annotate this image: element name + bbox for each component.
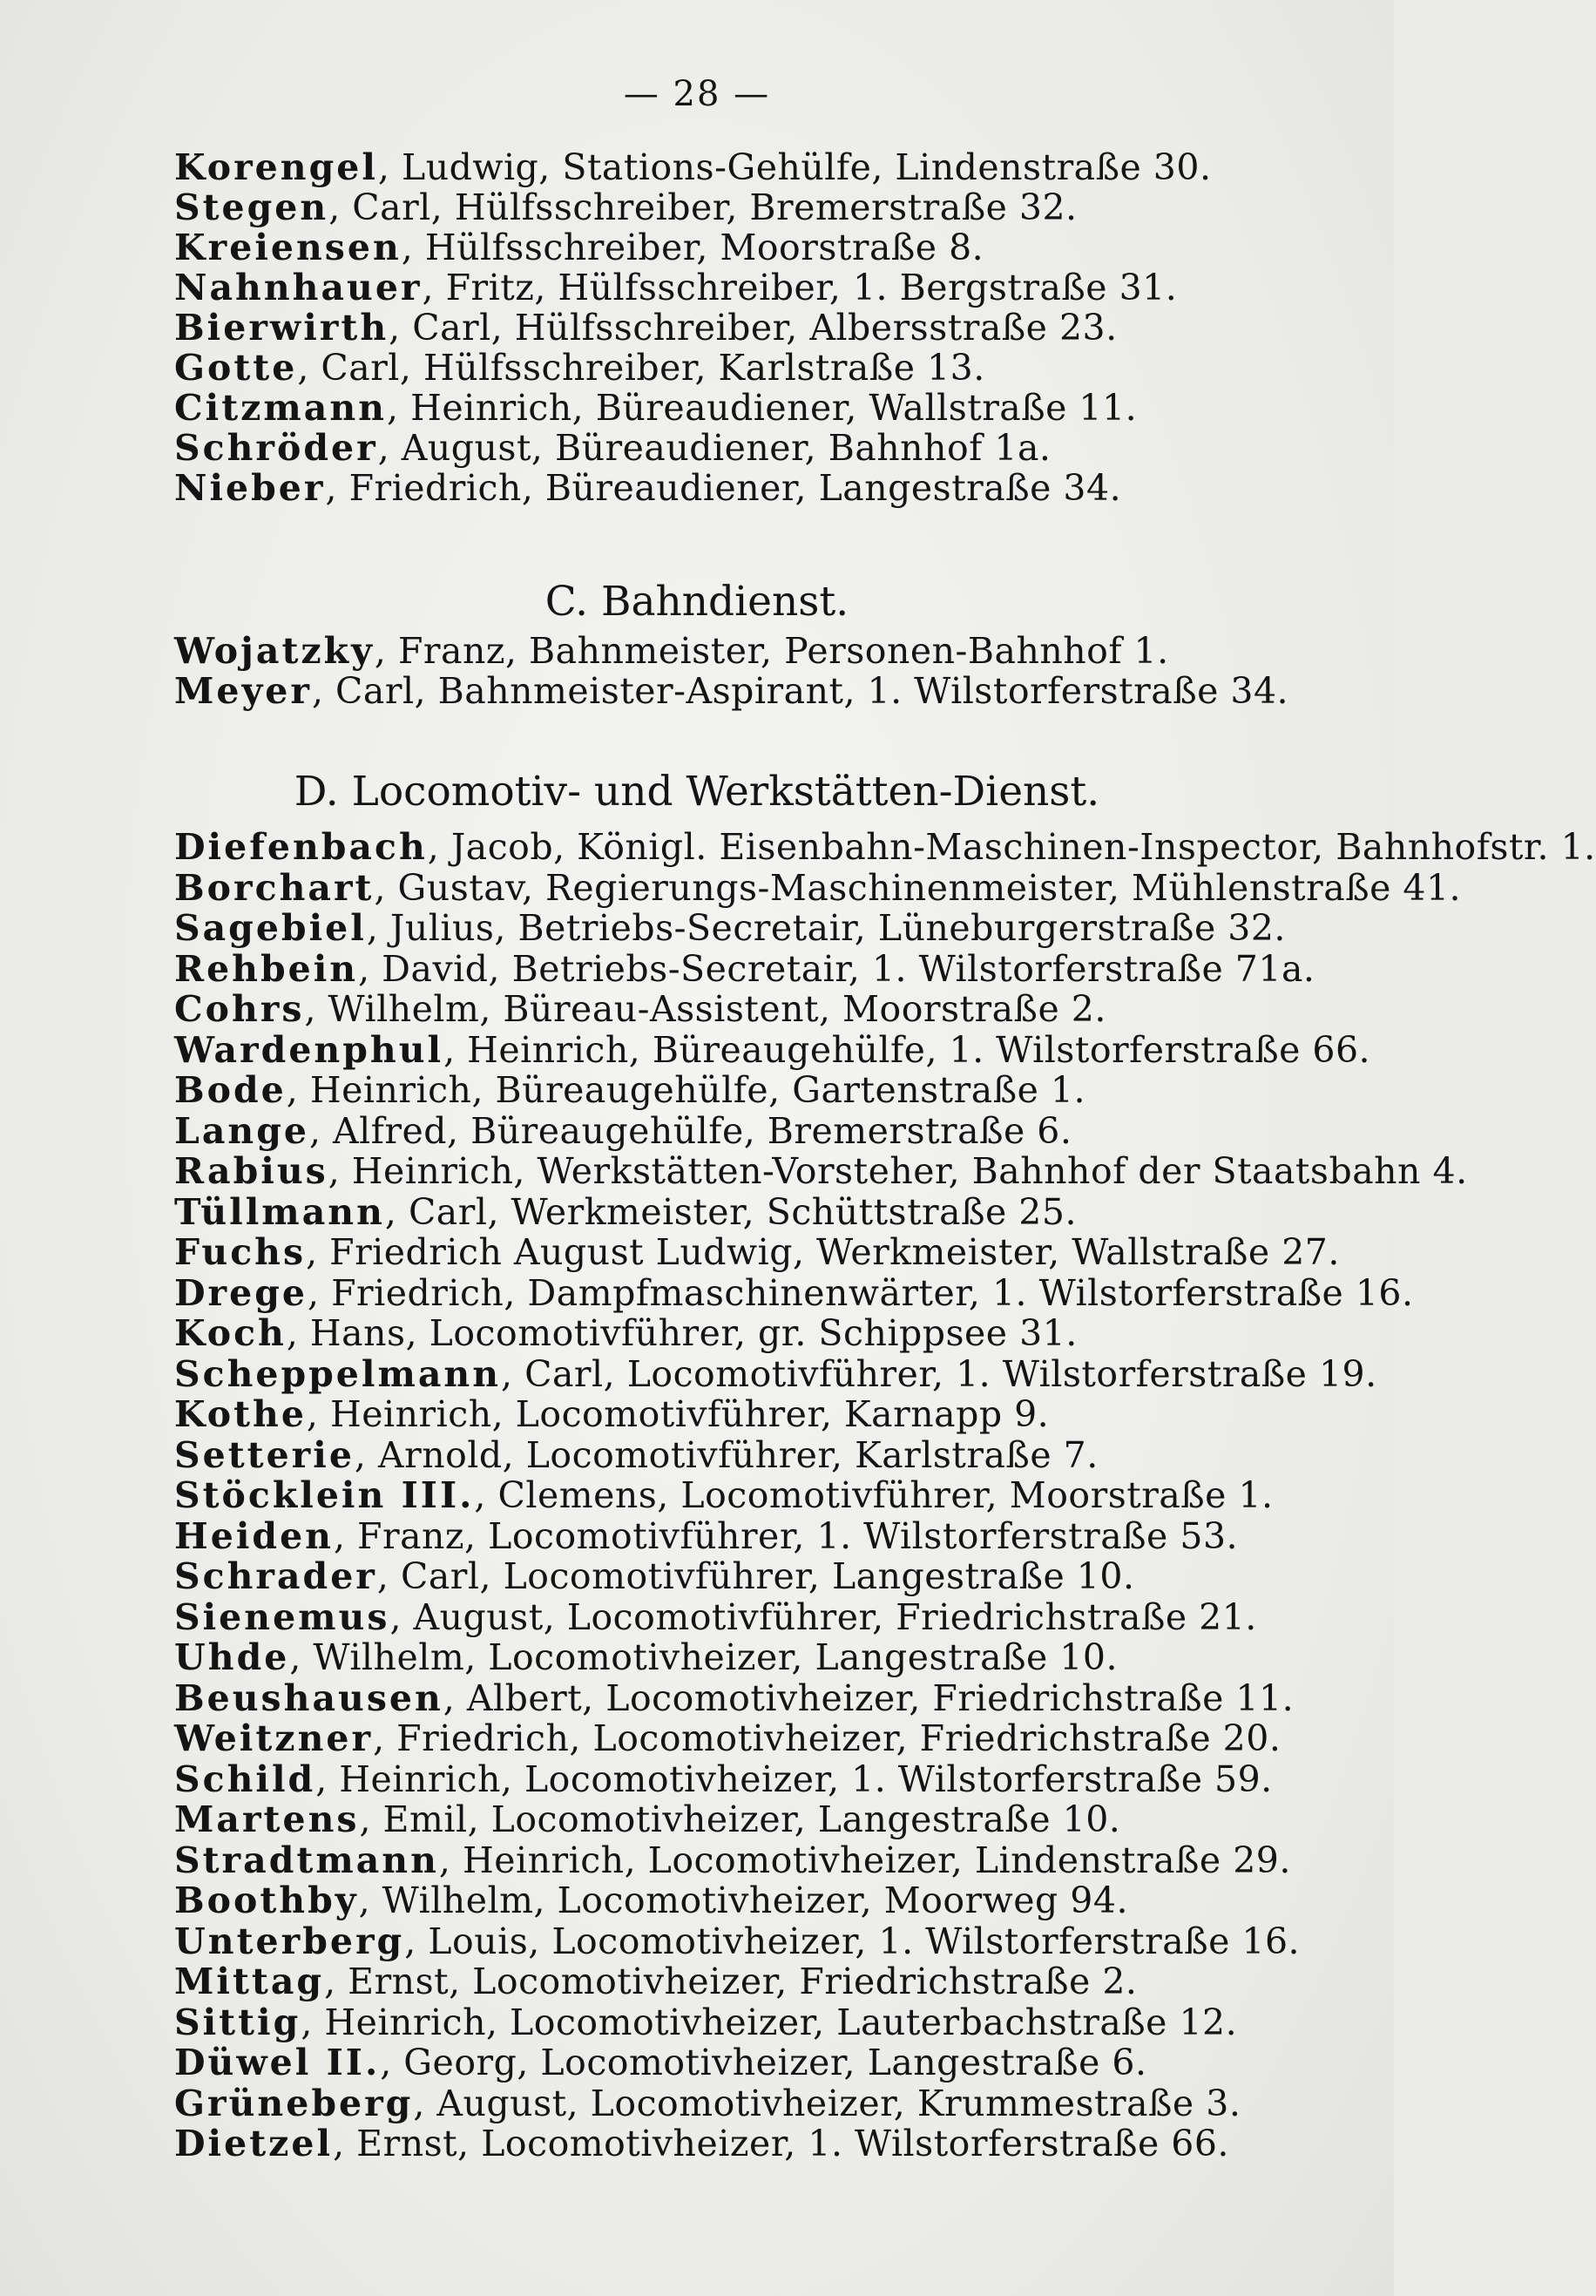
entry-details: , Carl, Hülfsschreiber, Albersstraße 23. <box>389 307 1118 349</box>
directory-entry <box>174 1314 1078 1352</box>
entry-surname: Dietzel <box>174 2123 334 2164</box>
directory-entry <box>174 1233 1340 1271</box>
entry-surname: Heiden <box>174 1515 334 1557</box>
entry-details: , Emil, Locomotivheizer, Langestraße 10. <box>359 1798 1121 1840</box>
entry-details: , Louis, Locomotivheizer, 1. Wilstorferstraße 16. <box>404 1920 1301 1962</box>
entry-surname: Borchart <box>174 867 375 909</box>
entry-surname: Schröder <box>174 427 378 469</box>
directory-entry <box>174 1517 1238 1555</box>
entry-details: , Carl, Hülfsschreiber, Karlstraße 13. <box>297 347 985 389</box>
entry-details: , Carl, Hülfsschreiber, Bremerstraße 32. <box>328 186 1078 228</box>
entry-details: , Heinrich, Locomotivführer, Karnapp 9. <box>306 1393 1050 1435</box>
entry-surname: Grüneberg <box>174 2083 414 2124</box>
entry-surname: Drege <box>174 1272 308 1314</box>
entry-details: , Jacob, Königl. Eisenbahn-Maschinen-Inspector, Bahnhofstr. 1. <box>427 826 1596 868</box>
entry-details: , Wilhelm, Locomotivheizer, Langestraße 10. <box>289 1636 1118 1678</box>
entry-details: , Hülfsschreiber, Moorstraße 8. <box>401 227 984 268</box>
entry-details: , Clemens, Locomotivführer, Moorstraße 1. <box>474 1474 1274 1516</box>
directory-entry <box>174 869 1461 907</box>
entry-details: , Carl, Werkmeister, Schüttstraße 25. <box>384 1191 1077 1233</box>
directory-entry <box>174 672 1288 710</box>
entry-details: , Hans, Locomotivführer, gr. Schippsee 31. <box>286 1312 1078 1354</box>
directory-entry <box>174 469 1121 507</box>
directory-entry <box>174 1841 1291 1879</box>
directory-entry <box>174 1071 1085 1109</box>
entry-surname: Sagebiel <box>174 907 367 949</box>
entry-details: , Julius, Betriebs-Secretair, Lüneburgerstraße 32. <box>366 907 1286 949</box>
entry-surname: Nahnhauer <box>174 267 423 308</box>
entry-surname: Düwel II. <box>174 2042 381 2083</box>
entry-surname: Stöcklein III. <box>174 1474 475 1516</box>
entry-details: , August, Büreaudiener, Bahnhof 1a. <box>377 427 1052 469</box>
entry-surname: Meyer <box>174 670 312 712</box>
entry-details: , Albert, Locomotivheizer, Friedrichstraße 11. <box>443 1677 1295 1719</box>
entry-surname: Schild <box>174 1758 316 1800</box>
entry-surname: Cohrs <box>174 988 305 1030</box>
entry-details: , Wilhelm, Locomotivheizer, Moorweg 94. <box>358 1879 1128 1921</box>
entry-surname: Kothe <box>174 1393 307 1435</box>
entry-details: , Franz, Locomotivführer, 1. Wilstorferstraße 53. <box>333 1515 1239 1557</box>
entry-details: , Georg, Locomotivheizer, Langestraße 6. <box>380 2042 1147 2083</box>
page-number: — 28 — <box>623 74 771 114</box>
entry-surname: Tüllmann <box>174 1191 385 1233</box>
entry-surname: Setterie <box>174 1434 355 1476</box>
directory-entry <box>174 909 1286 947</box>
entry-details: , Fritz, Hülfsschreiber, 1. Bergstraße 31. <box>422 267 1178 308</box>
directory-entry <box>174 228 984 267</box>
entry-surname: Mittag <box>174 1961 325 2002</box>
entry-details: , Alfred, Büreaugehülfe, Bremerstraße 6. <box>308 1110 1072 1152</box>
entry-details: , Ernst, Locomotivheizer, 1. Wilstorferstraße 66. <box>333 2123 1229 2164</box>
directory-entry <box>174 2124 1229 2163</box>
directory-entry <box>174 1031 1370 1069</box>
directory-entry <box>174 1719 1281 1758</box>
entry-details: , Friedrich, Büreaudiener, Langestraße 34. <box>325 467 1122 509</box>
directory-entry <box>174 1436 1099 1474</box>
directory-entry <box>174 1881 1128 1920</box>
entry-details: , Wilhelm, Büreau-Assistent, Moorstraße 2. <box>304 988 1106 1030</box>
entry-details: , Heinrich, Locomotivheizer, Lauterbachstraße 12. <box>301 2001 1238 2043</box>
section-heading-c: C. Bahndienst. <box>544 578 849 626</box>
directory-entry <box>174 389 1137 427</box>
entry-details: , Franz, Bahnmeister, Personen-Bahnhof 1. <box>374 630 1169 672</box>
entry-details: , Arnold, Locomotivführer, Karlstraße 7. <box>354 1434 1099 1476</box>
directory-entry <box>174 828 1596 866</box>
entry-details: , August, Locomotivführer, Friedrichstraße 21. <box>389 1596 1257 1638</box>
entry-details: , Heinrich, Büreaugehülfe, Gartenstraße 1. <box>286 1069 1085 1111</box>
directory-entry <box>174 1962 1137 2001</box>
directory-entry <box>174 2043 1147 2082</box>
directory-entry <box>174 1760 1273 1798</box>
directory-entry <box>174 188 1078 227</box>
entry-details: , Heinrich, Büreaugehülfe, 1. Wilstorferstraße 66. <box>443 1029 1371 1071</box>
entry-surname: Boothby <box>174 1879 359 1921</box>
entry-surname: Kreiensen <box>174 227 402 268</box>
directory-entry <box>174 1152 1468 1190</box>
directory-entry <box>174 1598 1257 1636</box>
section-heading-d: D. Locomotiv- und Werkstätten-Dienst. <box>294 768 1100 816</box>
entry-details: , Carl, Locomotivführer, 1. Wilstorferstraße 19. <box>501 1353 1377 1395</box>
entry-details: , Heinrich, Büreaudiener, Wallstraße 11. <box>387 387 1138 429</box>
entry-surname: Stegen <box>174 186 329 228</box>
entry-surname: Bierwirth <box>174 307 389 349</box>
directory-entry <box>174 308 1118 347</box>
entry-details: , Gustav, Regierungs-Maschinenmeister, Mühlenstraße 41. <box>374 867 1462 909</box>
directory-entry <box>174 1638 1118 1676</box>
entry-surname: Wardenphul <box>174 1029 444 1071</box>
directory-entry <box>174 632 1169 670</box>
directory-entry <box>174 1355 1377 1393</box>
directory-entry <box>174 1800 1120 1839</box>
entry-surname: Wojatzky <box>174 630 375 672</box>
entry-surname: Sienemus <box>174 1596 390 1638</box>
entry-details: , Heinrich, Locomotivheizer, Lindenstraße 29. <box>438 1839 1291 1881</box>
entry-surname: Unterberg <box>174 1920 405 1962</box>
entry-surname: Uhde <box>174 1636 290 1678</box>
entry-details: , Ernst, Locomotivheizer, Friedrichstraße 2. <box>324 1961 1138 2002</box>
entry-surname: Rabius <box>174 1150 328 1192</box>
directory-entry <box>174 990 1106 1028</box>
entry-details: , Ludwig, Stations-Gehülfe, Lindenstraße 30. <box>377 146 1212 188</box>
directory-entry <box>174 429 1051 467</box>
entry-surname: Korengel <box>174 146 378 188</box>
entry-surname: Beushausen <box>174 1677 443 1719</box>
directory-entry <box>174 1679 1294 1717</box>
directory-entry <box>174 1557 1134 1595</box>
entry-details: , August, Locomotivheizer, Krummestraße 3. <box>413 2083 1241 2124</box>
entry-surname: Rehbein <box>174 948 359 990</box>
entry-surname: Koch <box>174 1312 287 1354</box>
entry-details: , Friedrich, Locomotivheizer, Friedrichstraße 20. <box>373 1717 1282 1759</box>
directory-entry <box>174 2084 1241 2123</box>
directory-entry <box>174 1193 1077 1231</box>
directory-entry <box>174 148 1212 186</box>
directory-entry <box>174 1274 1414 1312</box>
entry-details: , Friedrich, Dampfmaschinenwärter, 1. Wilstorferstraße 16. <box>308 1272 1414 1314</box>
entry-surname: Nieber <box>174 467 326 509</box>
entry-surname: Diefenbach <box>174 826 428 868</box>
entry-surname: Weitzner <box>174 1717 374 1759</box>
entry-surname: Citzmann <box>174 387 387 429</box>
directory-entry <box>174 268 1177 307</box>
entry-surname: Martens <box>174 1798 360 1840</box>
entry-details: , Carl, Bahnmeister-Aspirant, 1. Wilstorferstraße 34. <box>311 670 1289 712</box>
directory-entry <box>174 1112 1072 1150</box>
entry-surname: Fuchs <box>174 1231 307 1273</box>
entry-surname: Schrader <box>174 1555 377 1597</box>
entry-details: , David, Betriebs-Secretair, 1. Wilstorferstraße 71a. <box>358 948 1315 990</box>
entry-surname: Lange <box>174 1110 309 1152</box>
entry-surname: Gotte <box>174 347 298 389</box>
directory-entry <box>174 1395 1049 1433</box>
entry-surname: Sittig <box>174 2001 301 2043</box>
entry-details: , Friedrich August Ludwig, Werkmeister, Wallstraße 27. <box>306 1231 1340 1273</box>
entry-surname: Stradtmann <box>174 1839 439 1881</box>
directory-entry <box>174 1922 1300 1961</box>
directory-entry <box>174 2003 1237 2042</box>
directory-entry <box>174 950 1315 988</box>
directory-entry <box>174 349 985 387</box>
entry-details: , Heinrich, Werkstätten-Vorsteher, Bahnhof der Staatsbahn 4. <box>328 1150 1468 1192</box>
entry-details: , Heinrich, Locomotivheizer, 1. Wilstorferstraße 59. <box>315 1758 1273 1800</box>
entry-surname: Bode <box>174 1069 287 1111</box>
directory-entry <box>174 1476 1274 1514</box>
entry-surname: Scheppelmann <box>174 1353 502 1395</box>
entry-details: , Carl, Locomotivführer, Langestraße 10. <box>376 1555 1135 1597</box>
